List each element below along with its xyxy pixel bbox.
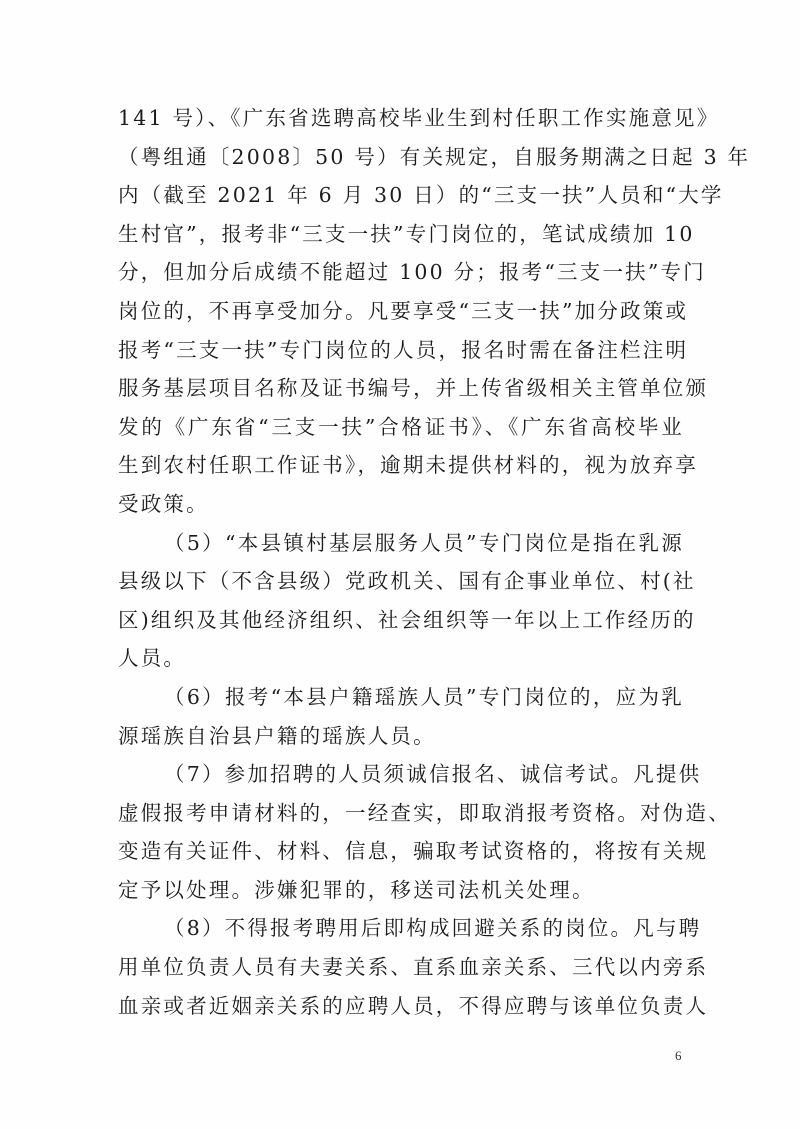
text-line: （5）“本县镇村基层服务人员”专门岗位是指在乳源 — [164, 530, 684, 555]
text-line: 生到农村任职工作证书》，逾期未提供材料的，视为放弃享 — [118, 453, 698, 478]
text-line: 内（截至 2021 年 6 月 30 日）的“三支一扶”人员和“大学 — [118, 183, 724, 208]
document-body — [118, 99, 751, 1025]
text-line: 人员。 — [118, 646, 187, 671]
text-line: 141 号）、《广东省选聘高校毕业生到村任职工作实施意见》 — [118, 106, 720, 130]
text-line: （粤组通〔2008〕50 号）有关规定，自服务期满之日起 3 年 — [118, 144, 751, 169]
text-line: （8）不得报考聘用后即构成回避关系的岗位。凡与聘 — [164, 916, 702, 941]
text-line: 血亲或者近姻亲关系的应聘人员，不得应聘与该单位负责人 — [118, 993, 709, 1018]
text-line: 区)组织及其他经济组织、社会组织等一年以上工作经历的 — [118, 607, 696, 632]
text-line: 报考“三支一扶”专门岗位的人员，报名时需在备注栏注明 — [118, 337, 689, 362]
text-line: 虚假报考申请材料的，一经查实，即取消报考资格。对伪造、 — [118, 800, 731, 825]
text-line: 岗位的，不再享受加分。凡要享受“三支一扶”加分政策或 — [118, 298, 689, 323]
page-number: 6 — [675, 1048, 682, 1063]
text-line: 变造有关证件、材料、信息，骗取考试资格的，将按有关规 — [118, 839, 709, 864]
text-line: 县级以下（不含县级）党政机关、国有企事业单位、村(社 — [118, 569, 696, 594]
text-line: 服务基层项目名称及证书编号，并上传省级相关主管单位颁 — [118, 376, 709, 401]
text-line: 分，但加分后成绩不能超过 100 分；报考“三支一扶”专门 — [118, 260, 706, 285]
text-line: 用单位负责人员有夫妻关系、直系血亲关系、三代以内旁系 — [118, 955, 709, 980]
text-line: 受政策。 — [118, 491, 209, 516]
text-line: 生村官”，报考非“三支一扶”专门岗位的，笔试成绩加 10 — [118, 221, 695, 246]
text-line: 定予以处理。涉嫌犯罪的，移送司法机关处理。 — [118, 877, 595, 902]
text-line: 发的《广东省“三支一扶”合格证书》、《广东省高校毕业 — [118, 414, 684, 439]
text-line: 源瑶族自治县户籍的瑶族人员。 — [118, 723, 436, 748]
text-line: （6）报考“本县户籍瑶族人员”专门岗位的，应为乳 — [164, 684, 684, 709]
text-line: （7）参加招聘的人员须诚信报名、诚信考试。凡提供 — [164, 762, 702, 787]
